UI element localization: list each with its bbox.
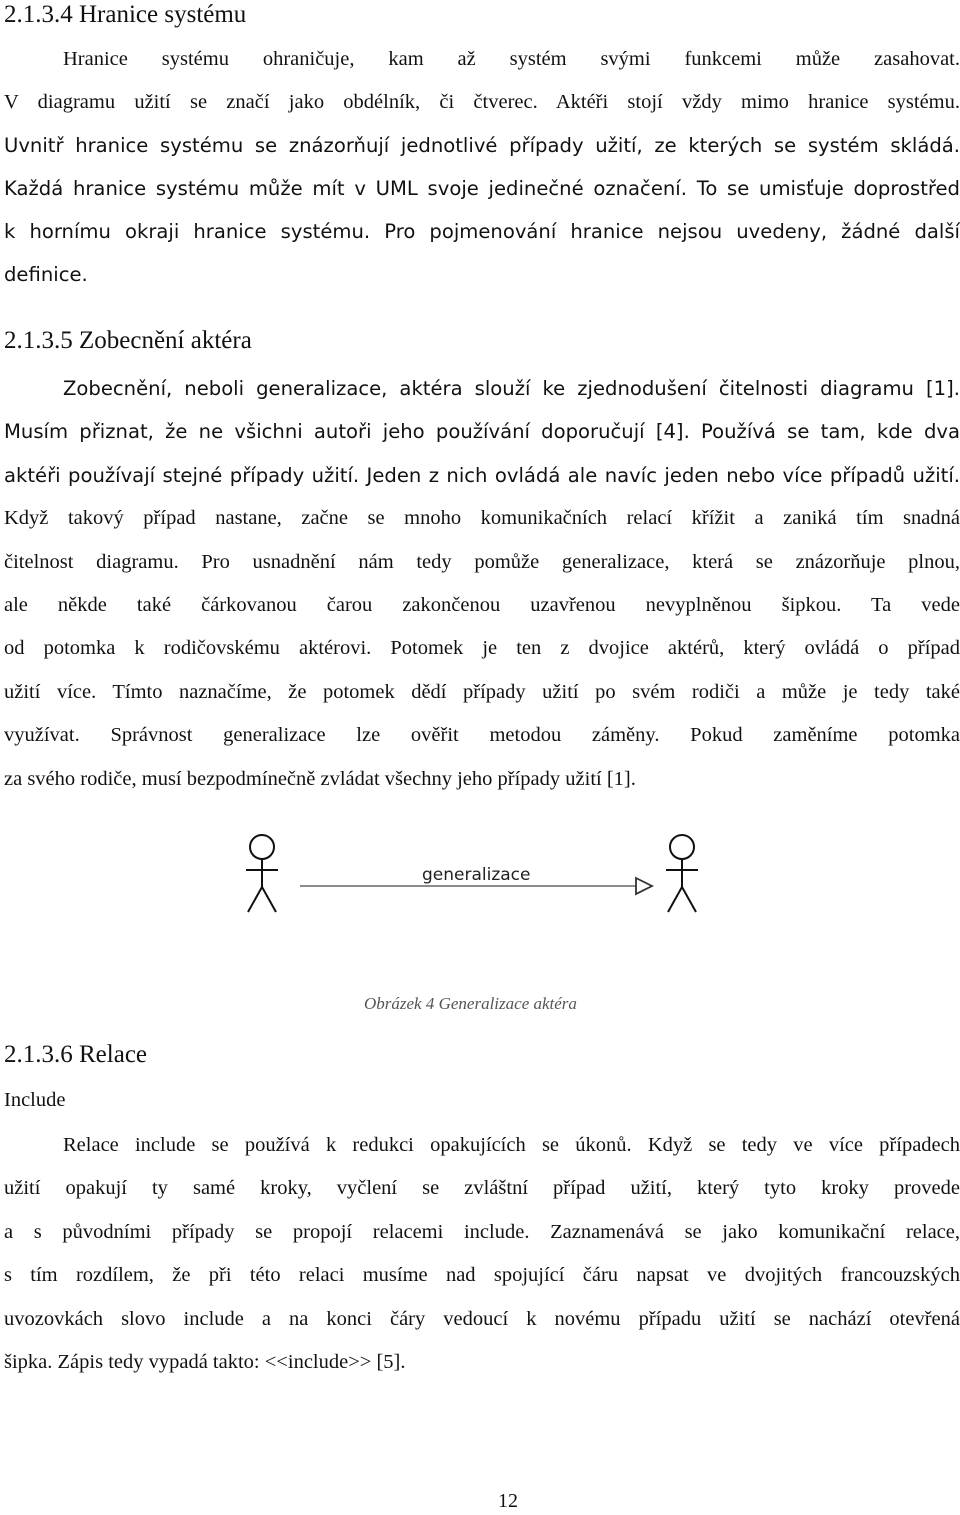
paragraph-line: aktéři používají stejné případy užití. Jeden z nich ovládá ale navíc jeden nebo více případů užití. [4, 463, 960, 487]
paragraph-line: definice. [4, 263, 88, 286]
paragraph-line: Každá hranice systému může mít v UML svoje jedinečné označení. To se umisťuje doprostřed [4, 177, 960, 200]
figure-caption: Obrázek 4 Generalizace aktéra [364, 994, 577, 1013]
paragraph-line: Musím přiznat, že ne všichni autoři jeho používání doporučují [4]. Používá se tam, kde dva [4, 420, 960, 444]
paragraph-line: čitelnost diagramu. Pro usnadnění nám tedy pomůže generalizace, která se znázorňuje plnou, [4, 550, 960, 573]
paragraph-line: Když takový případ nastane, začne se mnoho komunikačních relací křížit a zaniká tím snadná [4, 507, 960, 530]
paragraph-line: Zobecnění, neboli generalizace, aktéra slouží ke zjednodušení čitelnosti diagramu [1]. [63, 377, 960, 400]
paragraph-line: Hranice systému ohraničuje, kam až systém svými funkcemi může zasahovat. [63, 48, 960, 70]
paragraph-line: k hornímu okraji hranice systému. Pro pojmenování hranice nejsou uvedeny, žádné další [4, 220, 960, 243]
page-number: 12 [498, 1490, 518, 1512]
paragraph-line: využívat. Správnost generalizace lze ověřit metodou záměny. Pokud zaměníme potomka [4, 724, 960, 747]
paragraph-line: ale někde také čárkovanou čarou zakončenou uzavřenou nevyplněnou šipkou. Ta vede [4, 594, 960, 617]
paragraph-line: a s původními případy se propojí relacemi include. Zaznamenává se jako komunikační relace, [4, 1220, 960, 1243]
actor-left [246, 835, 278, 912]
paragraph-line: šipka. Zápis tedy vypadá takto: <<include>> [5]. [4, 1351, 406, 1374]
generalization-label: generalizace [422, 865, 531, 885]
section-heading-zobecneni: 2.1.3.5 Zobecnění aktéra [4, 327, 252, 354]
paragraph-line: užití opakují ty samé kroky, vyčlení se zvláštní případ užití, který tyto kroky provede [4, 1177, 960, 1200]
paragraph-line: Uvnitř hranice systému se znázorňují jednotlivé případy užití, ze kterých se systém skládá. [4, 134, 960, 157]
section-heading-relace: 2.1.3.6 Relace [4, 1041, 148, 1068]
paragraph-line: od potomka k rodičovskému aktérovi. Potomek je ten z dvojice aktérů, který ovládá o případ [4, 637, 960, 660]
hollow-arrowhead [636, 878, 652, 894]
paragraph-line: za svého rodiče, musí bezpodmínečně zvládat všechny jeho případy užití [1]. [4, 767, 636, 790]
paragraph-relace [4, 1124, 960, 1384]
paragraph-line: Relace include se používá k redukci opakujících se úkonů. Když se tedy ve více případech [63, 1134, 960, 1156]
paragraph-line: uvozovkách slovo include a na konci čáry vedoucí k novému případu užití se nachází otevřená [4, 1307, 960, 1330]
actor-right [666, 835, 698, 912]
subheading-include: Include [4, 1089, 66, 1111]
section-heading-hranice: 2.1.3.4 Hranice systému [4, 1, 247, 28]
paragraph-line: s tím rozdílem, že při této relaci musíme nad spojující čáru napsat ve dvojitých francouzských [4, 1264, 960, 1287]
paragraph-line: V diagramu užití se značí jako obdélník, či čtverec. Aktéři stojí vždy mimo hranice systému. [4, 91, 960, 113]
paragraph-line: užití více. Tímto naznačíme, že potomek dědí případy užití po svém rodiči a může je tedy také [4, 680, 960, 703]
